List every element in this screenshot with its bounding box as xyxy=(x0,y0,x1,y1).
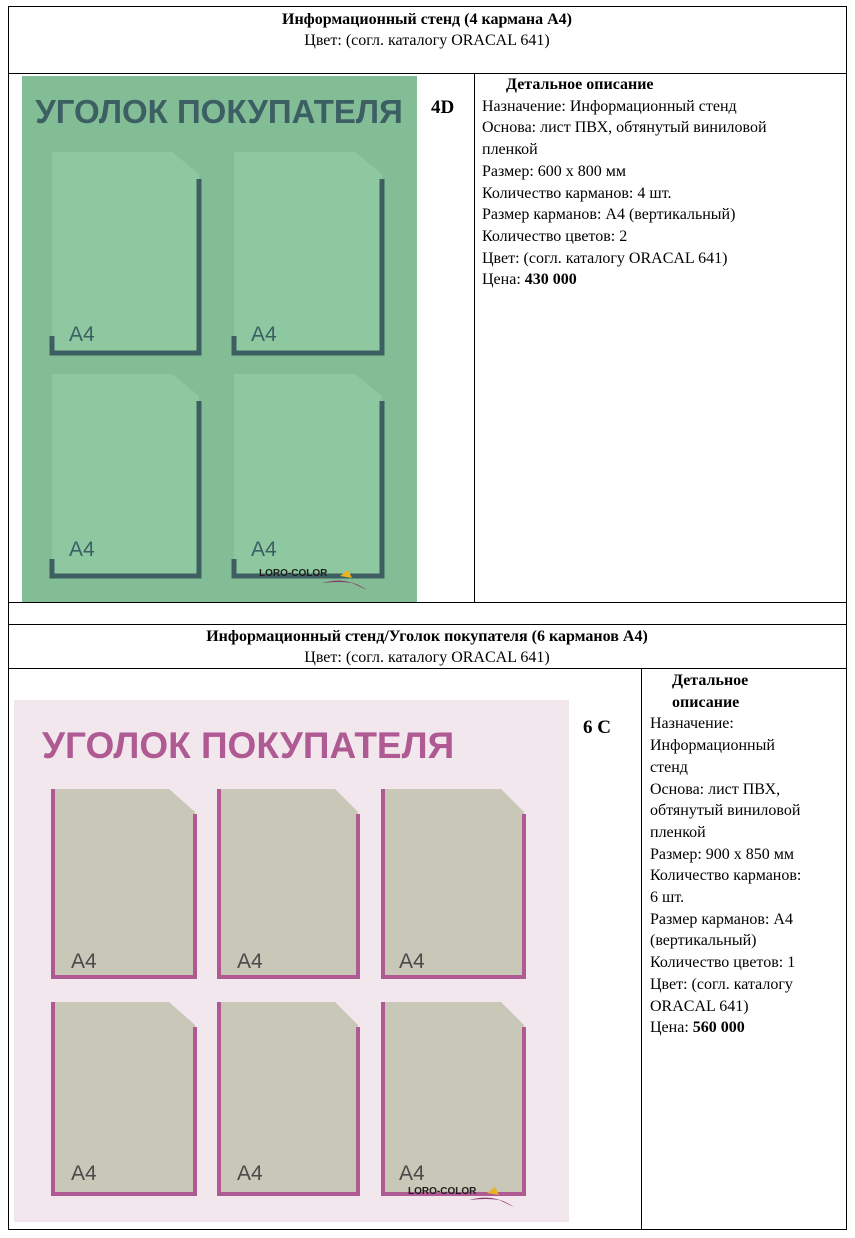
details-line: Размер карманов: А4 xyxy=(650,910,793,928)
product1-details xyxy=(482,74,842,291)
pocket-label: А4 xyxy=(399,950,425,973)
details-heading: Детальное описание xyxy=(506,76,654,93)
pocket-label: А4 xyxy=(251,538,277,561)
a4-pocket xyxy=(383,789,524,977)
details-line: Размер карманов: А4 (вертикальный) xyxy=(482,206,736,224)
pocket-label: А4 xyxy=(399,1162,425,1185)
product2-stand-image xyxy=(14,700,569,1222)
a4-pocket xyxy=(383,1002,524,1194)
pocket-label: А4 xyxy=(237,950,263,973)
table-border-bottom xyxy=(8,1229,847,1230)
table-border-left xyxy=(8,6,9,1230)
svg-text:LORO-COLOR: LORO-COLOR xyxy=(259,568,328,579)
svg-text:LORO-COLOR: LORO-COLOR xyxy=(408,1186,477,1197)
details-line: Количество цветов: 1 xyxy=(650,954,796,972)
details-line: Основа: лист ПВХ, обтянутый виниловой xyxy=(482,119,767,137)
stand-header-text: УГОЛОК ПОКУПАТЕЛЯ xyxy=(35,93,403,130)
product2-title: Информационный стенд/Уголок покупателя (6 карманов А4) xyxy=(206,628,648,645)
details-line: стенд xyxy=(650,758,688,776)
a4-pocket xyxy=(53,1002,195,1194)
details-line: Размер: 600 х 800 мм xyxy=(482,162,627,180)
a4-pocket xyxy=(234,152,382,353)
product2-code: 6 С xyxy=(583,717,611,738)
details-line: обтянутый виниловой xyxy=(650,802,801,820)
product2-color-line: Цвет: (согл. каталогу ORACAL 641) xyxy=(304,649,550,666)
column-divider xyxy=(474,73,475,603)
pocket-label: А4 xyxy=(237,1162,263,1185)
pocket-label: А4 xyxy=(71,1162,97,1185)
pocket-label: А4 xyxy=(69,323,95,346)
stand-header-text: УГОЛОК ПОКУПАТЕЛЯ xyxy=(42,725,455,766)
details-line: Цвет: (согл. каталогу ORACAL 641) xyxy=(482,249,728,267)
details-line: Основа: лист ПВХ, xyxy=(650,780,781,798)
details-line: Количество цветов: 2 xyxy=(482,227,628,245)
details-heading: Детальное xyxy=(672,672,749,689)
row-divider xyxy=(8,624,847,625)
pocket-label: А4 xyxy=(69,538,95,561)
product1-title: Информационный стенд (4 кармана А4) xyxy=(282,11,572,28)
product1-stand-image xyxy=(22,76,417,602)
details-line: Информационный xyxy=(650,737,775,755)
details-heading: описание xyxy=(672,693,740,711)
details-line: Количество карманов: xyxy=(650,867,802,885)
details-line: Цвет: (согл. каталогу xyxy=(650,975,793,993)
a4-pocket xyxy=(234,374,382,576)
details-line: ORACAL 641) xyxy=(650,997,749,1015)
a4-pocket xyxy=(52,374,199,576)
a4-pocket xyxy=(219,789,358,977)
product1-color-line: Цвет: (согл. каталогу ORACAL 641) xyxy=(304,32,550,49)
product2-details xyxy=(650,670,842,1039)
details-price: Цена: 560 000 xyxy=(650,1019,745,1037)
details-line: Размер: 900 х 850 мм xyxy=(650,845,795,863)
product1-code: 4D xyxy=(431,97,455,118)
table-border-top xyxy=(8,6,847,7)
pocket-label: А4 xyxy=(251,323,277,346)
table-border-right xyxy=(846,6,847,1230)
row-divider xyxy=(8,668,847,669)
a4-pocket xyxy=(219,1002,358,1194)
pocket-label: А4 xyxy=(71,950,97,973)
details-line: Количество карманов: 4 шт. xyxy=(482,184,672,202)
details-line: Назначение: xyxy=(650,715,734,733)
details-line: пленкой xyxy=(650,823,706,841)
details-line: (вертикальный) xyxy=(650,932,757,950)
row-divider xyxy=(8,602,847,603)
a4-pocket xyxy=(53,789,195,977)
column-divider xyxy=(641,668,642,1230)
details-line: пленкой xyxy=(482,141,538,159)
details-line: 6 шт. xyxy=(650,889,685,907)
a4-pocket xyxy=(52,152,199,353)
details-price: Цена: 430 000 xyxy=(482,271,577,289)
details-line: Назначение: Информационный стенд xyxy=(482,97,737,115)
